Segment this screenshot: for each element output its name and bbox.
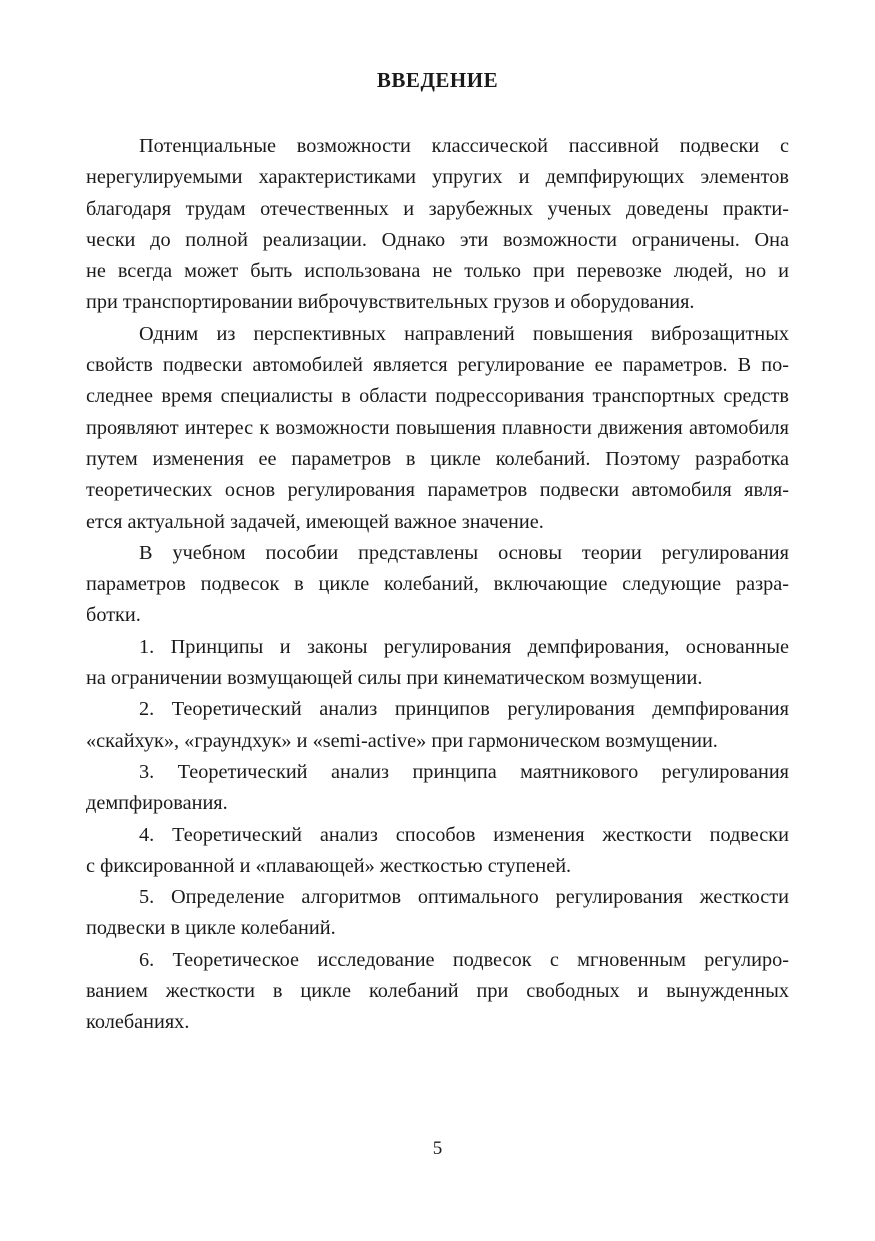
text-line: 1. Принципы и законы регулирования демпфирования, основанные <box>139 635 789 658</box>
text-line: на ограничении возмущающей силы при кинематическом возмущении. <box>86 667 703 690</box>
text-line: благодаря трудам отечественных и зарубежных ученых доведены практи- <box>86 197 789 220</box>
paragraph-regulation <box>86 319 789 538</box>
list-item <box>86 694 789 757</box>
text-line: 4. Теоретический анализ способов изменения жесткости подвески <box>139 823 789 846</box>
text-line: «скайхук», «граундхук» и «semi-active» при гармоническом возмущении. <box>86 729 718 752</box>
page-number: 5 <box>432 1138 443 1159</box>
text-line: при транспортировании виброчувствительных грузов и оборудования. <box>86 291 695 314</box>
page-title: ВВЕДЕНИЕ <box>376 68 499 92</box>
list-item <box>86 632 789 695</box>
text-line: ется актуальной задачей, имеющей важное значение. <box>86 510 544 533</box>
list-item <box>86 882 789 945</box>
text-line: следнее время специалисты в области подрессоривания транспортных средств <box>86 385 789 408</box>
text-line: 5. Определение алгоритмов оптимального регулирования жесткости <box>139 886 789 909</box>
text-line: путем изменения ее параметров в цикле колебаний. Поэтому разработка <box>86 447 789 470</box>
list-item <box>86 945 789 1039</box>
text-line: чески до полной реализации. Однако эти возможности ограничены. Она <box>86 228 789 251</box>
text-line: колебаниях. <box>86 1011 190 1034</box>
text-line: ванием жесткости в цикле колебаний при свободных и вынужденных <box>86 980 789 1003</box>
text-line: 3. Теоретический анализ принципа маятникового регулирования <box>139 760 789 783</box>
text-line: Потенциальные возможности классической пассивной подвески с <box>139 135 789 157</box>
list-item <box>86 757 789 820</box>
text-line: ботки. <box>86 604 141 627</box>
paragraph-textbook <box>86 538 789 632</box>
text-line: проявляют интерес к возможности повышения плавности движения автомобиля <box>86 416 789 439</box>
text-line: подвески в цикле колебаний. <box>86 917 336 940</box>
text-line: 2. Теоретический анализ принципов регулирования демпфирования <box>139 698 789 721</box>
text-line: с фиксированной и «плавающей» жесткостью ступеней. <box>86 854 572 877</box>
text-line: демпфирования. <box>86 792 228 815</box>
text-line: параметров подвесок в цикле колебаний, включающие следующие разра- <box>86 573 789 596</box>
text-line: нерегулируемыми характеристиками упругих и демпфирующих элементов <box>86 166 789 189</box>
text-line: 6. Теоретическое исследование подвесок с мгновенным регулиро- <box>139 948 789 971</box>
text-line: В учебном пособии представлены основы теории регулирования <box>139 541 789 564</box>
text-line: Одним из перспективных направлений повышения виброзащитных <box>139 322 789 345</box>
body-text <box>86 131 789 1039</box>
text-line: теоретических основ регулирования параметров подвески автомобиля явля- <box>86 479 789 502</box>
text-line: свойств подвески автомобилей является регулирование ее параметров. В по- <box>86 354 789 377</box>
paragraph-intro <box>86 131 789 319</box>
text-line: не всегда может быть использована не только при перевозке людей, но и <box>86 260 789 283</box>
list-item <box>86 820 789 883</box>
